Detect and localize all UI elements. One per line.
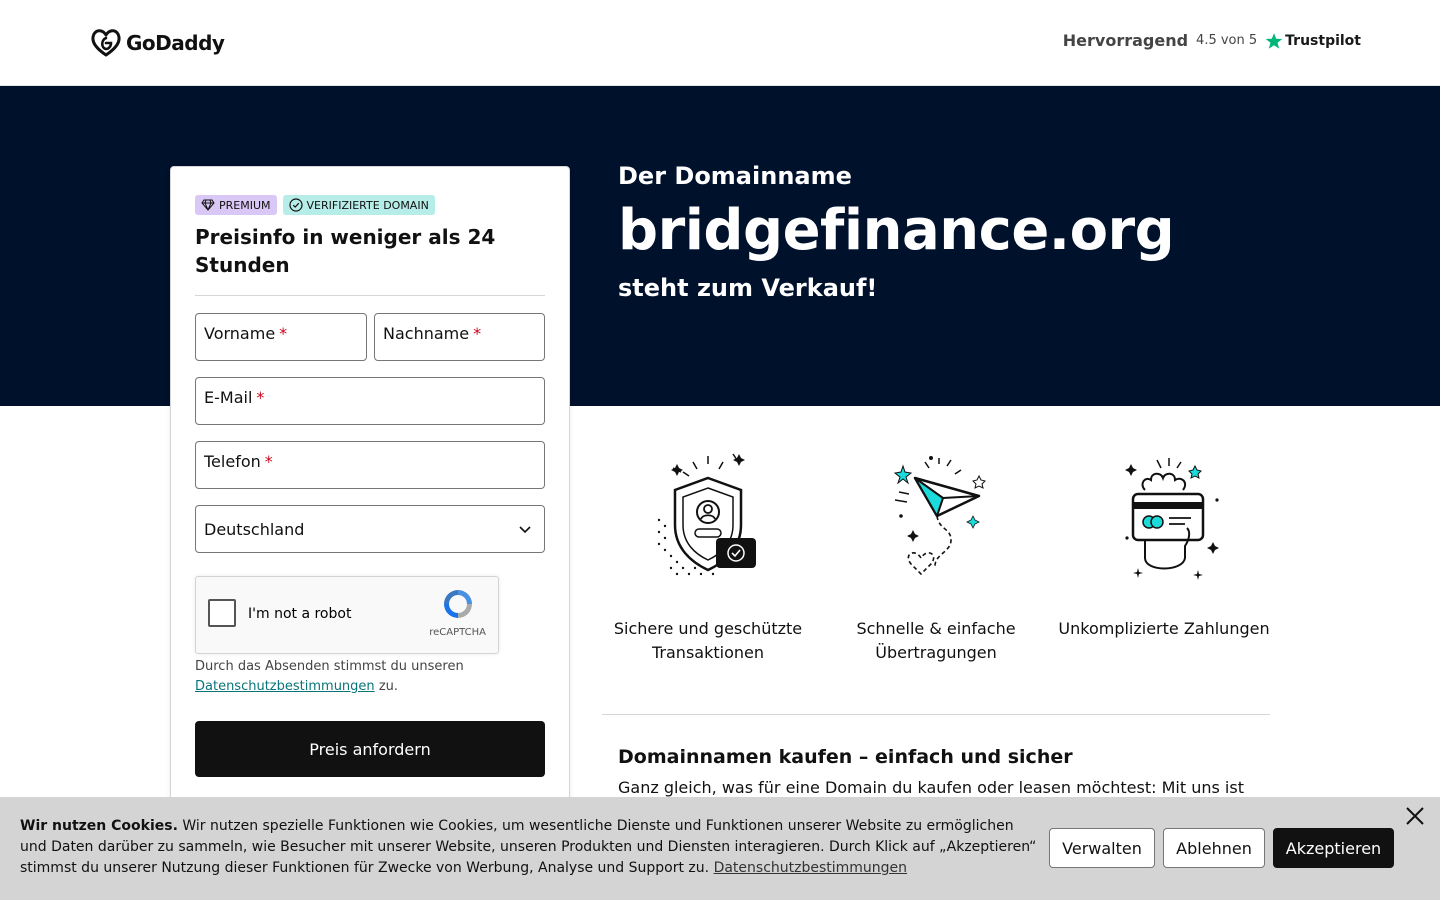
hero-subtitle: steht zum Verkauf! bbox=[618, 274, 878, 302]
shield-user-icon bbox=[653, 450, 763, 585]
premium-badge: PREMIUM bbox=[195, 195, 277, 215]
cookie-privacy-link[interactable]: Datenschutzbestimmungen bbox=[713, 860, 908, 876]
feature-secure-transactions bbox=[598, 450, 818, 665]
verified-domain-badge: VERIFIZIERTE DOMAIN bbox=[283, 195, 435, 215]
first-name-field[interactable] bbox=[195, 313, 367, 361]
country-select[interactable] bbox=[195, 505, 545, 553]
trustpilot-star-icon bbox=[1265, 32, 1283, 50]
section-title: Domainnamen kaufen – einfach und sicher bbox=[618, 746, 1073, 768]
form-title: Preisinfo in weniger als 24 Stunden bbox=[195, 225, 496, 277]
required-mark: * bbox=[264, 452, 273, 471]
recaptcha-icon bbox=[441, 587, 475, 621]
required-mark: * bbox=[279, 324, 288, 343]
close-icon[interactable] bbox=[1404, 805, 1426, 827]
accept-cookies-button[interactable]: Akzeptieren bbox=[1273, 828, 1394, 868]
hero-pretitle: Der Domainname bbox=[618, 162, 852, 190]
logo-text: GoDaddy bbox=[126, 31, 225, 55]
last-name-label: Nachname bbox=[383, 324, 470, 343]
trustpilot-brand: Trustpilot bbox=[1285, 32, 1361, 49]
first-name-label: Vorname bbox=[204, 324, 276, 343]
email-label: E-Mail bbox=[204, 388, 253, 407]
trustpilot-widget[interactable] bbox=[1063, 31, 1361, 50]
cookie-title: Wir nutzen Cookies. bbox=[20, 818, 178, 834]
feature-label: Sichere und geschützte Transaktionen bbox=[613, 619, 803, 662]
required-mark: * bbox=[256, 388, 265, 407]
recaptcha-brand: reCAPTCHA bbox=[429, 627, 486, 638]
country-value: Deutschland bbox=[204, 520, 305, 539]
request-price-button[interactable]: Preis anfordern bbox=[195, 721, 545, 777]
recaptcha-logo bbox=[429, 587, 486, 638]
privacy-policy-link[interactable]: Datenschutzbestimmungen bbox=[195, 679, 375, 694]
section-divider bbox=[602, 714, 1270, 715]
decline-cookies-button[interactable]: Ablehnen bbox=[1163, 828, 1265, 868]
cookie-body: Wir nutzen spezielle Funktionen wie Cookies, um wesentliche Dienste und Funktionen unserer Website zu ermöglichen und Daten darüber zu sammeln, wie Besucher mit unserer Website, unseren Produkten und Diensten interagieren. Durch Klick auf „Akzeptieren“ stimmst du unserer Nutzung dieser Funktionen für Zwecke von Werbung, Analyse und Support zu. bbox=[20, 818, 1037, 876]
feature-fast-transfers bbox=[826, 450, 1046, 665]
feature-label: Schnelle & einfache Übertragungen bbox=[856, 619, 1016, 662]
site-header bbox=[0, 0, 1440, 86]
price-request-form bbox=[170, 166, 570, 828]
manage-cookies-button[interactable]: Verwalten bbox=[1049, 828, 1155, 868]
check-circle-icon bbox=[289, 198, 303, 212]
cookie-banner bbox=[0, 797, 1440, 900]
trust-score: 4.5 von 5 bbox=[1196, 33, 1258, 48]
phone-label: Telefon bbox=[204, 452, 261, 471]
cookie-text bbox=[20, 816, 1040, 879]
phone-field[interactable] bbox=[195, 441, 545, 489]
trustpilot-logo bbox=[1265, 32, 1361, 50]
required-mark: * bbox=[473, 324, 482, 343]
last-name-field[interactable] bbox=[374, 313, 545, 361]
paper-plane-icon bbox=[881, 450, 991, 585]
recaptcha-checkbox[interactable] bbox=[208, 599, 236, 627]
email-field[interactable] bbox=[195, 377, 545, 425]
card-hand-icon bbox=[1109, 450, 1219, 585]
feature-easy-payments bbox=[1054, 450, 1274, 641]
hero-domain-name: bridgefinance.org bbox=[618, 198, 1175, 263]
diamond-icon bbox=[201, 199, 215, 211]
consent-text: Durch das Absenden stimmst du unseren Datenschutzbestimmungen zu. bbox=[195, 659, 464, 694]
godaddy-heart-icon bbox=[90, 28, 122, 58]
trust-rating: Hervorragend bbox=[1062, 31, 1189, 50]
feature-label: Unkomplizierte Zahlungen bbox=[1058, 619, 1270, 638]
godaddy-logo[interactable] bbox=[90, 28, 224, 58]
form-divider bbox=[195, 295, 545, 296]
recaptcha-widget bbox=[195, 576, 499, 654]
domain-badges bbox=[195, 195, 435, 215]
chevron-down-icon bbox=[518, 522, 532, 536]
section-text: Ganz gleich, was für eine Domain du kaufen oder leasen möchtest: Mit uns ist bbox=[618, 778, 1244, 797]
recaptcha-label: I'm not a robot bbox=[248, 606, 352, 622]
